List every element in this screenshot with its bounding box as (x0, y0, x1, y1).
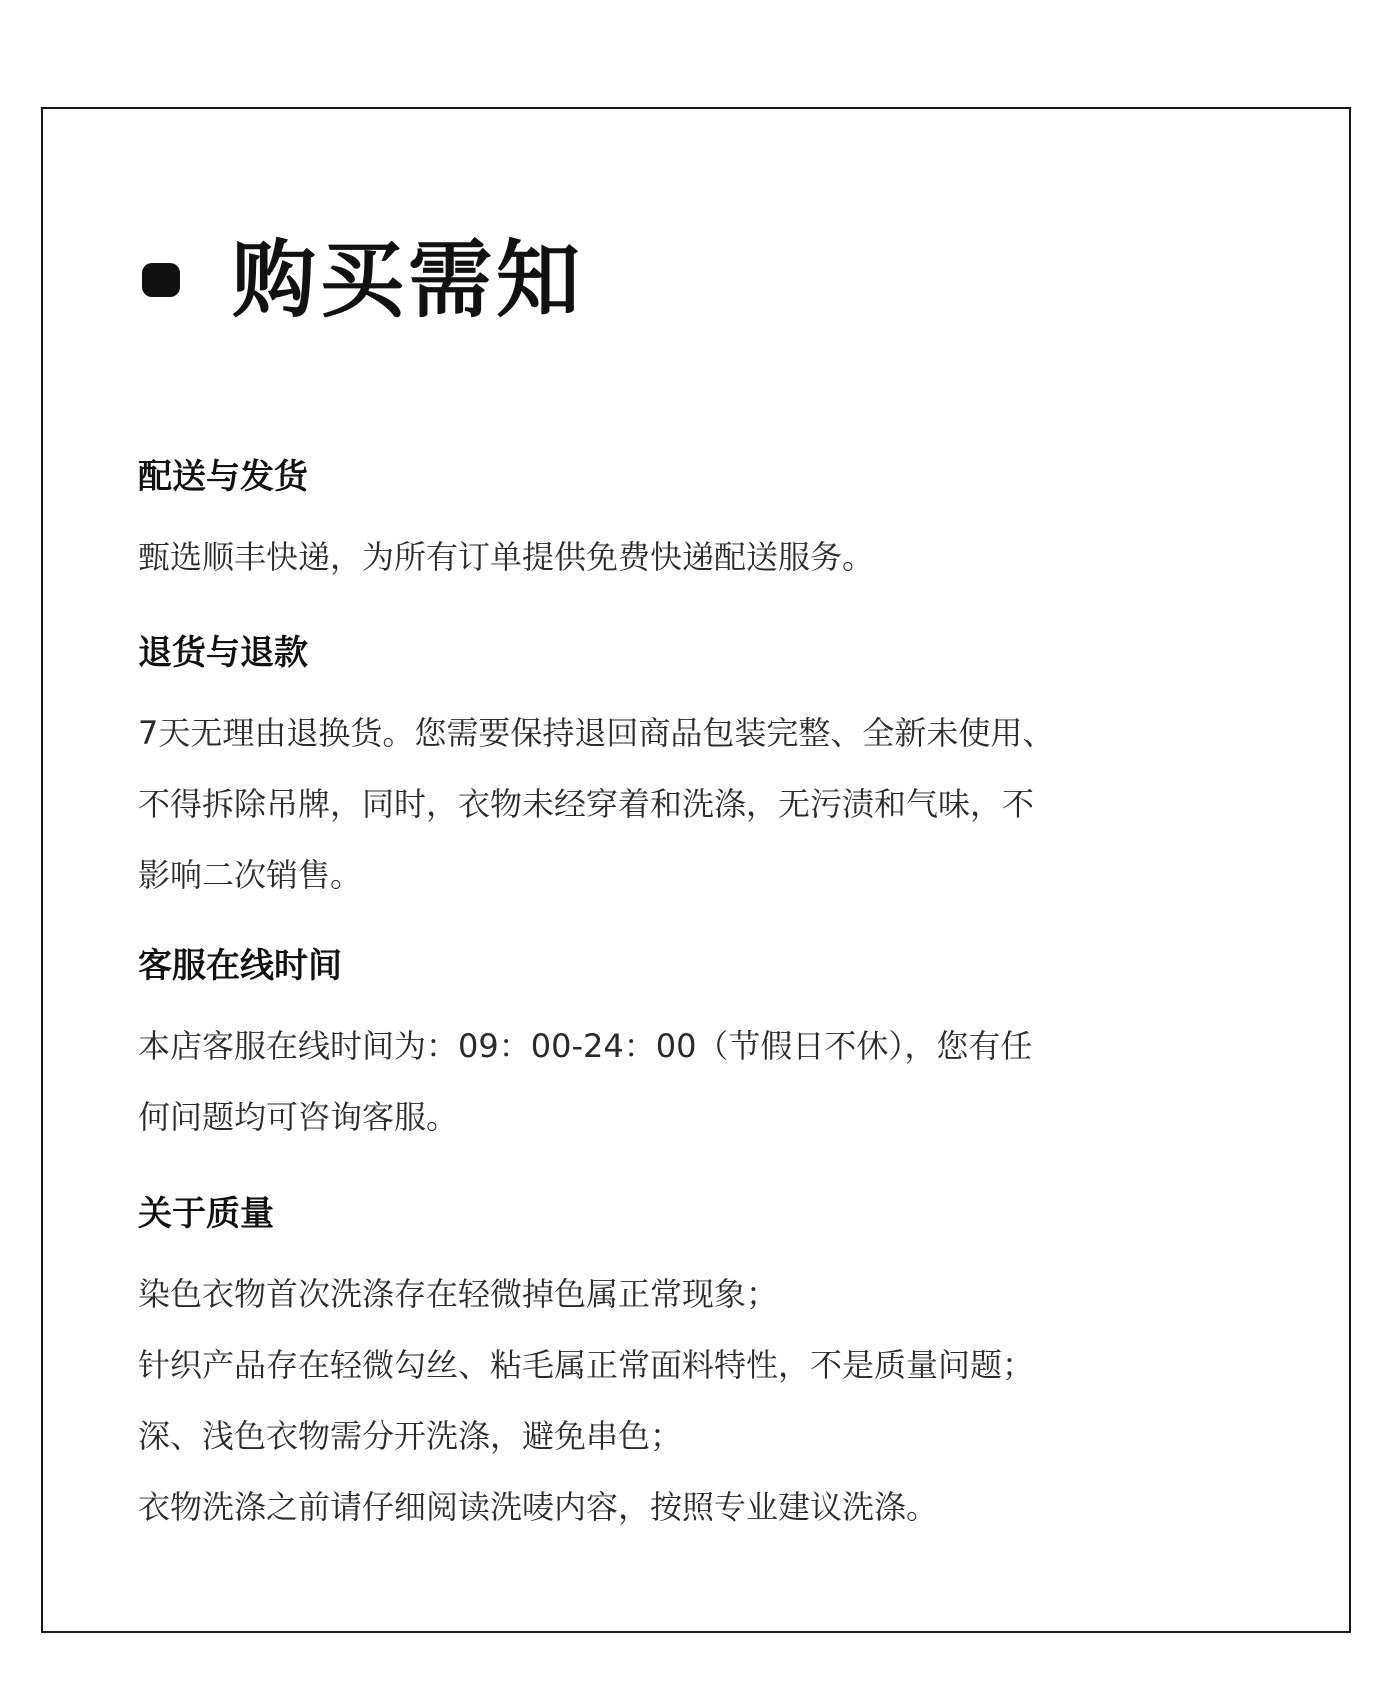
section-body (138, 1011, 1032, 1153)
section-heading: 退货与退款 (138, 633, 308, 673)
section-heading: 客服在线时间 (138, 946, 342, 986)
page-title: 购买需知 (232, 231, 585, 329)
section-body (138, 698, 1054, 911)
body-line: 7天无理由退换货。您需要保持退回商品包装完整、全新未使用、 (138, 714, 1055, 752)
section-heading: 配送与发货 (138, 457, 308, 497)
section-shipping (138, 452, 874, 593)
body-line: 影响二次销售。 (138, 856, 363, 894)
section-body (138, 1259, 1034, 1543)
section-heading: 关于质量 (138, 1194, 274, 1234)
body-line: 深、浅色衣物需分开洗涤，避免串色； (138, 1417, 683, 1455)
body-line: 染色衣物首次洗涤存在轻微掉色属正常现象； (138, 1275, 779, 1313)
section-quality (138, 1189, 1034, 1543)
body-line: 不得拆除吊牌，同时，衣物未经穿着和洗涤，无污渍和气味，不 (138, 785, 1035, 823)
section-body (138, 522, 874, 593)
body-line: 衣物洗涤之前请仔细阅读洗唛内容，按照专业建议洗涤。 (138, 1488, 939, 1526)
body-line: 甄选顺丰快递，为所有订单提供免费快递配送服务。 (138, 538, 875, 576)
body-line: 本店客服在线时间为：09：00-24：00（节假日不休），您有任 (138, 1027, 1033, 1065)
body-line: 针织产品存在轻微勾丝、粘毛属正常面料特性，不是质量问题； (138, 1346, 1035, 1384)
section-service-hours (138, 941, 1032, 1153)
title-row (142, 230, 584, 330)
body-line: 何问题均可咨询客服。 (138, 1098, 459, 1136)
bullet-icon (142, 263, 180, 297)
section-returns (138, 628, 1054, 911)
